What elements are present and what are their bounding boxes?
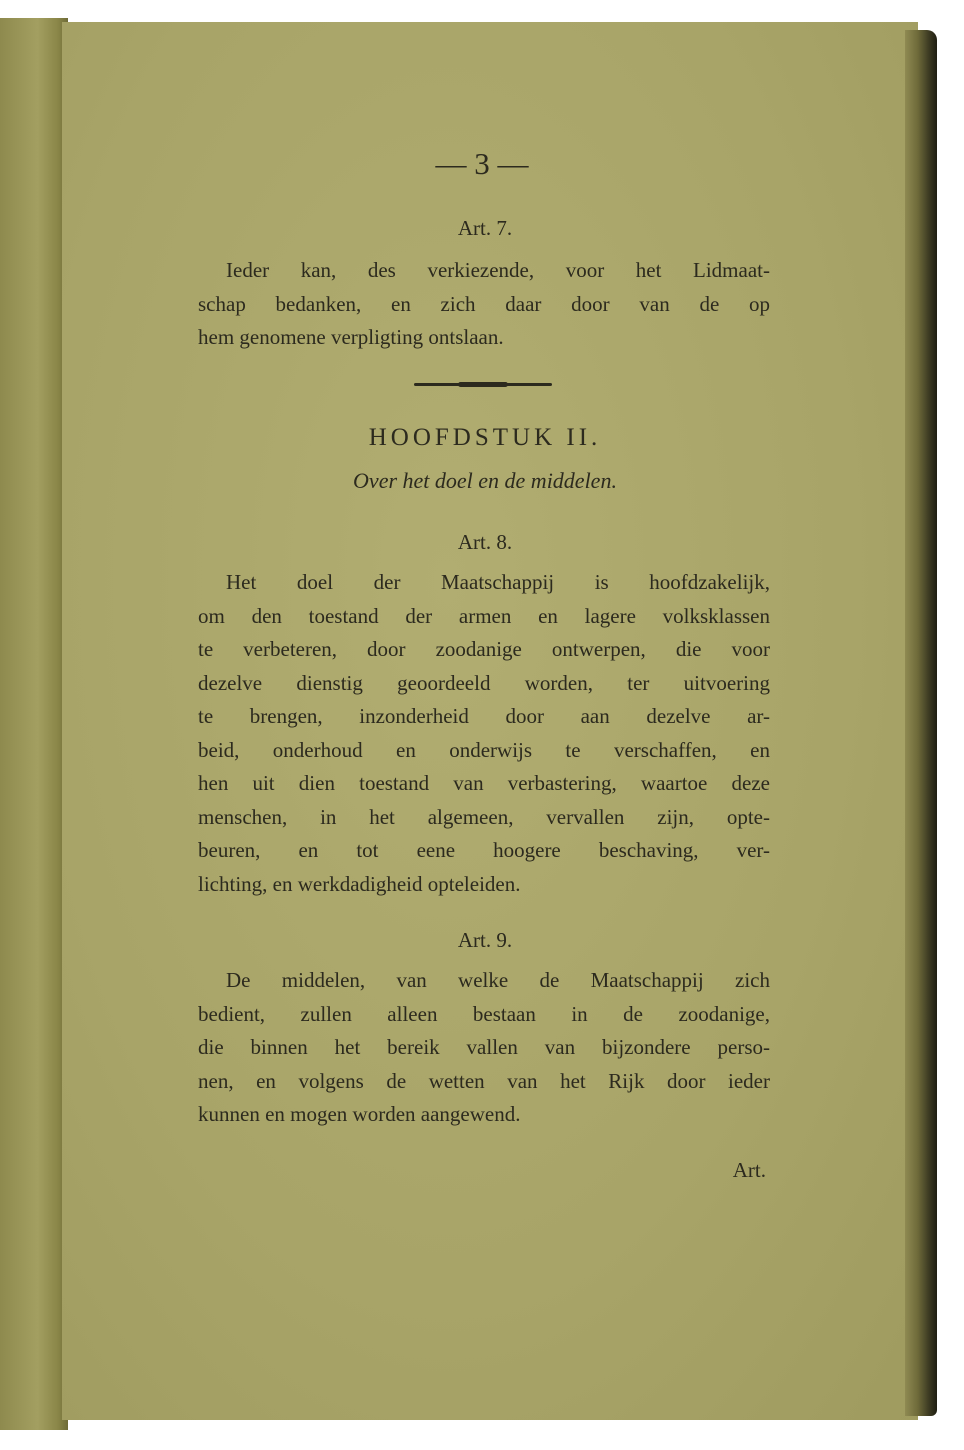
text-line: dezelve dienstig geoordeeld worden, ter uitvoering	[198, 670, 770, 695]
text-line: die binnen het bereik vallen van bijzondere perso-	[198, 1035, 770, 1059]
article-9-text	[198, 964, 770, 1132]
page-number: — 3 —	[435, 146, 529, 181]
text-line: hem genomene verpligting ontslaan.	[198, 325, 504, 349]
chapter-title: HOOFDSTUK II.	[368, 424, 602, 451]
text-line: Het doel der Maatschappij is hoofdzakelijk,	[226, 570, 770, 594]
article-8-heading: Art. 8.	[457, 530, 513, 554]
chapter-subtitle: Over het doel en de middelen.	[353, 468, 617, 493]
text-line: schap bedanken, en zich daar door van de op	[198, 291, 770, 316]
section-divider	[414, 383, 552, 386]
text-line: Ieder kan, des verkiezende, voor het Lidmaat-	[226, 258, 770, 282]
article-7-heading: Art. 7.	[457, 216, 513, 240]
text-line: te brengen, inzonderheid door aan dezelve ar-	[198, 704, 770, 728]
book-spine	[0, 18, 68, 1430]
text-line: te verbeteren, door zoodanige ontwerpen, die voor	[198, 637, 770, 661]
text-line: om den toestand der armen en lagere volksklassen	[198, 603, 770, 628]
text-line: lichting, en werkdadigheid opteleiden.	[198, 871, 521, 896]
page-edge	[905, 30, 937, 1416]
article-8-text	[198, 566, 770, 901]
text-line: kunnen en mogen worden aangewend.	[198, 1102, 521, 1126]
text-line: hen uit dien toestand van verbastering, waartoe deze	[198, 771, 770, 795]
text-line: menschen, in het algemeen, vervallen zijn, opte-	[198, 804, 770, 829]
text-line: beuren, en tot eene hoogere beschaving, ver-	[198, 838, 770, 862]
text-line: De middelen, van welke de Maatschappij zich	[226, 968, 770, 992]
article-7-text	[198, 254, 770, 355]
catchword: Art.	[732, 1158, 766, 1182]
text-line: bedient, zullen alleen bestaan in de zoodanige,	[198, 1001, 770, 1026]
text-line: nen, en volgens de wetten van het Rijk door ieder	[198, 1068, 770, 1093]
article-9-heading: Art. 9.	[457, 928, 513, 952]
text-line: beid, onderhoud en onderwijs te verschaffen, en	[198, 737, 770, 762]
